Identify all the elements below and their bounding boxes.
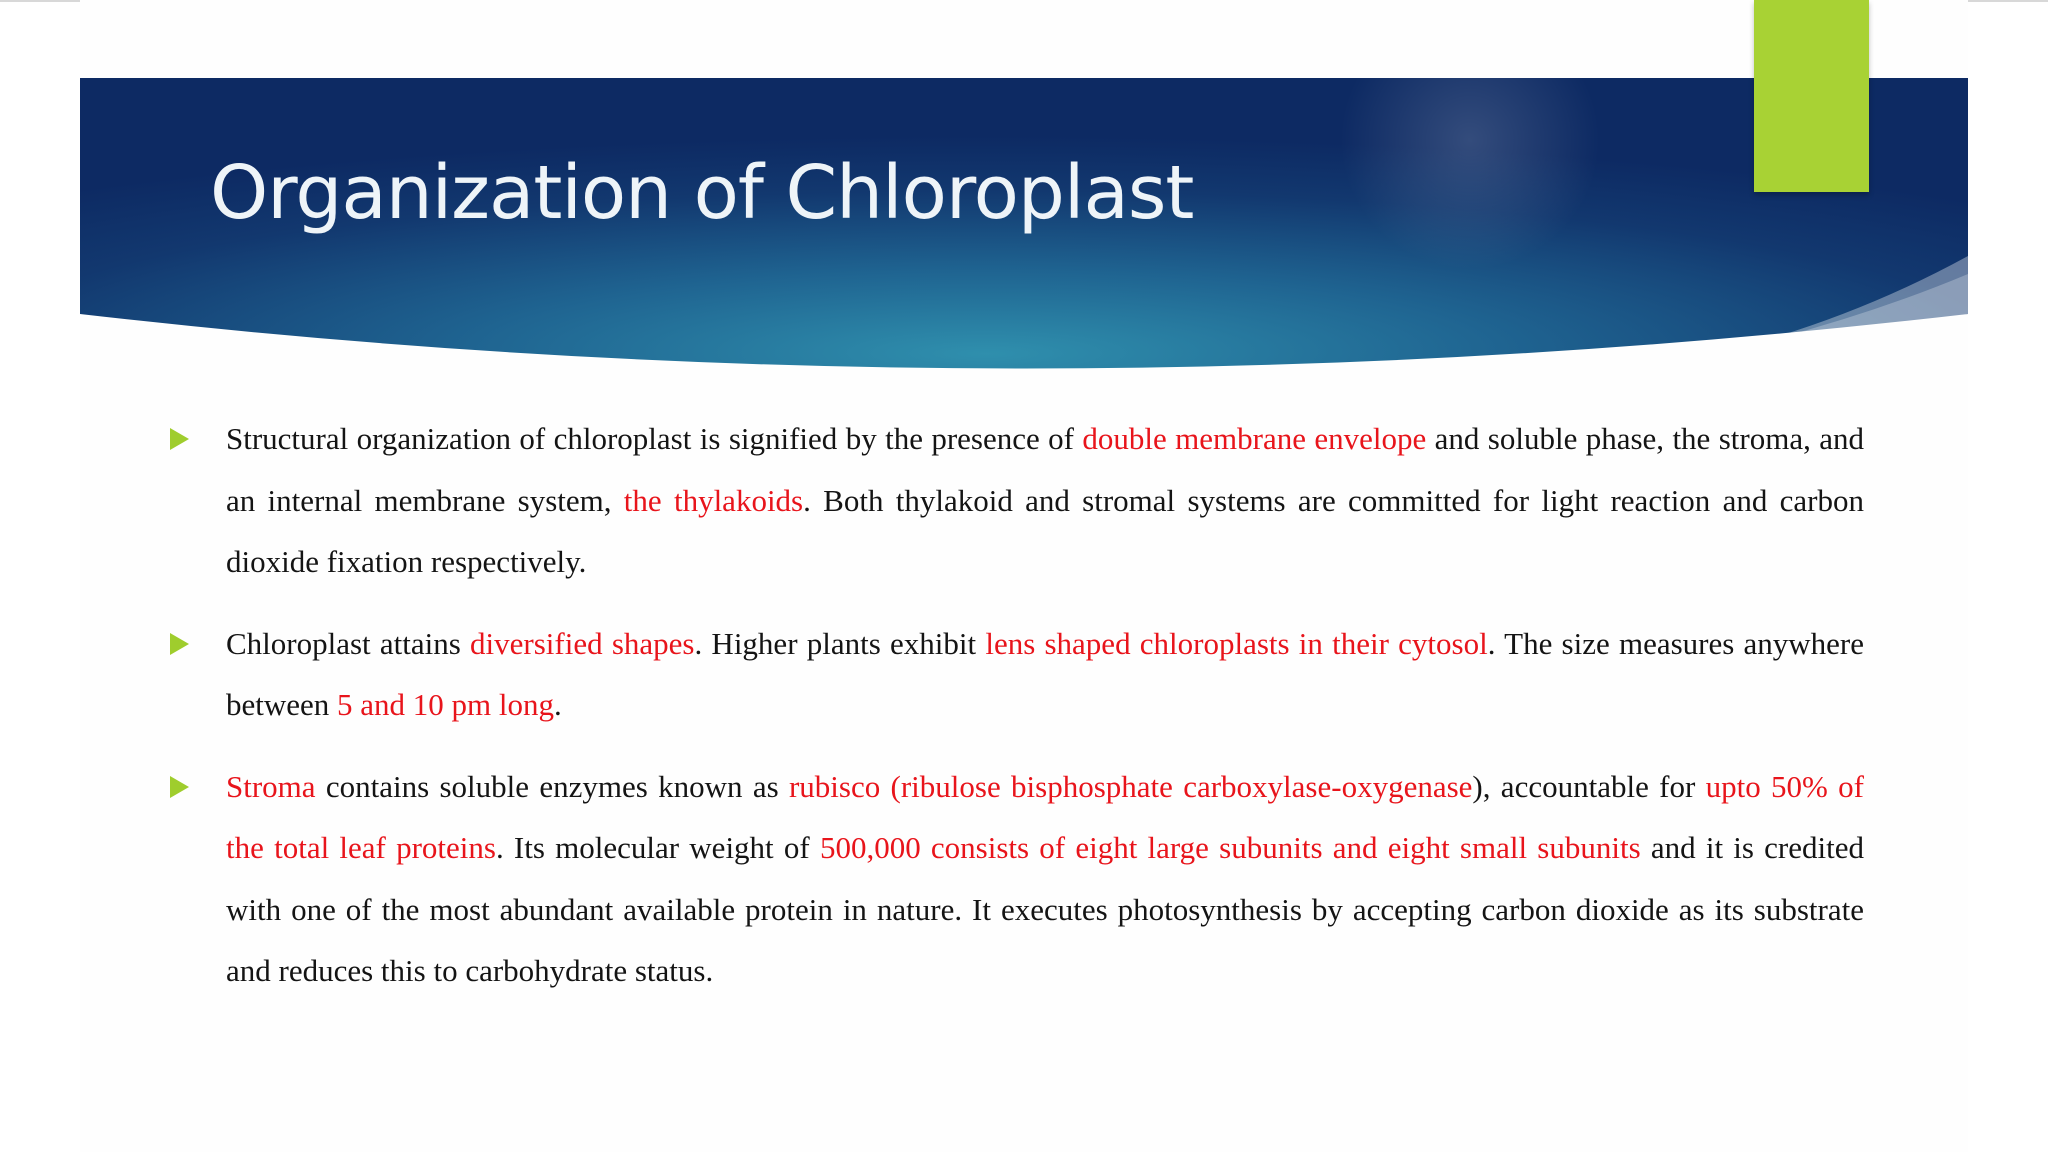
bullet-item <box>160 756 1864 1002</box>
bullet-text: Structural organization of chloroplast is signified by the presence of double membrane envelope and soluble phase, the stroma, and an internal membrane system, the thylakoids. Both thylakoid and stromal systems are committed for light reaction and carbon dioxide fixation respectively. <box>226 421 1864 579</box>
highlighted-term: double membrane envelope <box>1082 421 1427 456</box>
triangle-bullet-icon <box>170 776 189 798</box>
green-accent-block <box>1754 0 1869 192</box>
triangle-bullet-icon <box>170 428 189 450</box>
highlighted-term: upto 50% of the total leaf proteins <box>226 768 1864 865</box>
triangle-bullet-icon <box>170 633 189 655</box>
highlighted-term: 5 and 10 pm long <box>337 687 555 722</box>
highlighted-term: rubisco (ribulose bisphosphate carboxylase-oxygenase <box>788 768 1473 804</box>
highlighted-term: diversified shapes <box>470 625 695 661</box>
bullet-item <box>160 613 1864 736</box>
highlighted-term: lens shaped chloroplasts in their cytosol <box>985 625 1488 661</box>
bullet-text: Chloroplast attains diversified shapes. Higher plants exhibit lens shaped chloroplasts in their cytosol. The size measures anywhere between 5 and 10 pm long. <box>226 625 1865 722</box>
bullet-item <box>160 408 1864 593</box>
bullet-text: Stroma contains soluble enzymes known as rubisco (ribulose bisphosphate carboxylase-oxygenase), accountable for upto 50% of the total leaf proteins. Its molecular weight of 500,000 consists of eight large subunits and eight small subunits and it is credited with one of the most abundant available protein in nature. It executes photosynthesis by accepting carbon dioxide as its substrate and reduces this to carbohydrate status. <box>226 768 1864 988</box>
highlighted-term: Stroma <box>226 768 316 804</box>
highlighted-term: the thylakoids <box>623 482 804 518</box>
highlighted-term: 500,000 consists of eight large subunits and eight small subunits <box>819 830 1641 865</box>
slide-title: Organization of Chloroplast <box>210 150 1194 236</box>
bullet-list <box>160 408 1864 1022</box>
